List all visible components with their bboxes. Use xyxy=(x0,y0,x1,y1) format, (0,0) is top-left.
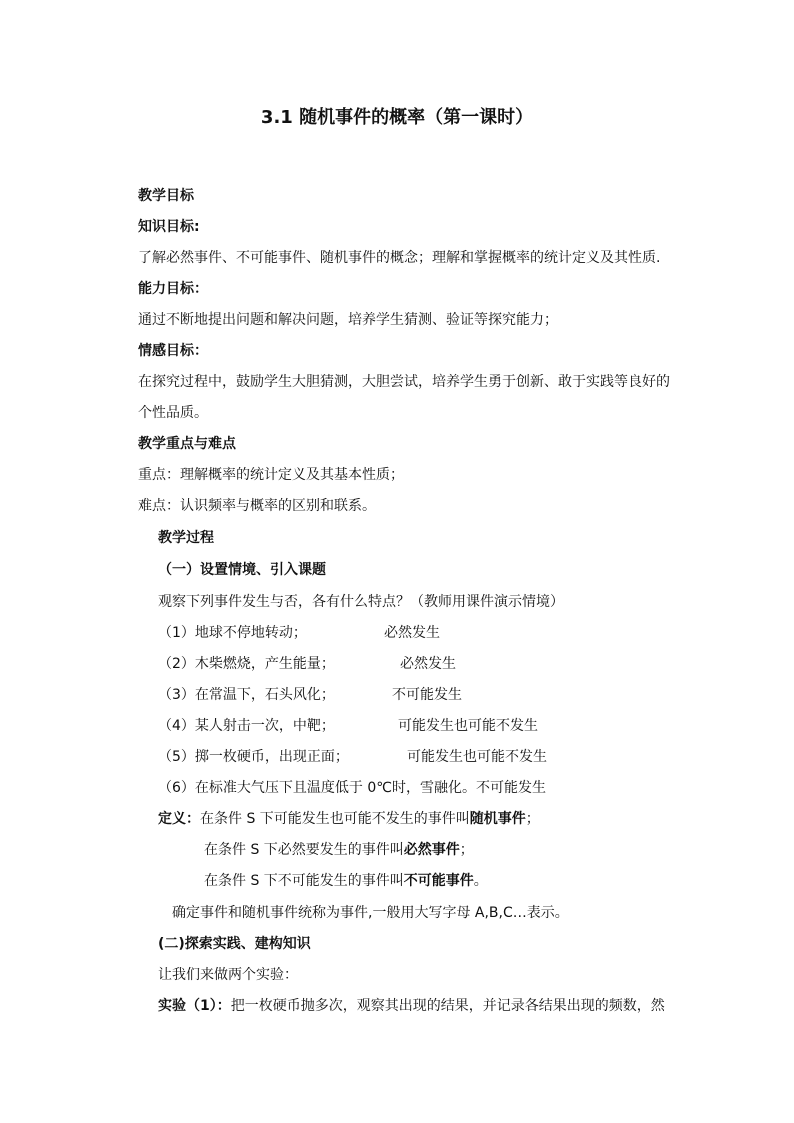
event-result: 必然发生 xyxy=(384,625,440,641)
ability-text: 通过不断地提出问题和解决问题，培养学生猜测、验证等探究能力； xyxy=(138,312,558,328)
experiment-line xyxy=(158,996,665,1016)
experiment-label: 实验（1）： xyxy=(158,998,231,1014)
page-title: 3.1 随机事件的概率（第一课时） xyxy=(260,107,534,128)
goals-heading: 教学目标 xyxy=(138,188,194,204)
knowledge-heading: 知识目标: xyxy=(138,219,200,235)
event-item xyxy=(158,685,658,705)
event-item xyxy=(158,654,658,674)
event-label: （3）在常温下，石头风化； xyxy=(158,687,335,703)
definition-line2 xyxy=(204,840,474,860)
definition-end: ； xyxy=(525,811,540,827)
key-point-text: 重点：理解概率的统计定义及其基本性质； xyxy=(138,467,404,483)
definition-term: 必然事件 xyxy=(403,842,460,858)
definition-term: 随机事件 xyxy=(469,811,526,827)
definition-end: 。 xyxy=(473,873,488,889)
event-result: 可能发生也可能不发生 xyxy=(398,718,538,734)
event-label: （6）在标准大气压下且温度低于 0℃时，雪融化。 xyxy=(158,780,476,796)
process-heading: 教学过程 xyxy=(158,530,214,546)
key-points-heading: 教学重点与难点 xyxy=(138,436,236,452)
event-result: 不可能发生 xyxy=(392,687,462,703)
event-result: 必然发生 xyxy=(400,656,456,672)
knowledge-text: 了解必然事件、不可能事件、随机事件的概念；理解和掌握概率的统计定义及其性质. xyxy=(138,250,661,266)
definition-line1 xyxy=(158,809,540,829)
definition-text: 在条件 S 下可能发生也可能不发生的事件叫 xyxy=(200,811,470,827)
definition-note: 确定事件和随机事件统称为事件,一般用大写字母 A,B,C…表示。 xyxy=(172,905,569,921)
emotion-heading: 情感目标： xyxy=(138,343,208,359)
emotion-text-line2: 个性品质。 xyxy=(138,405,208,421)
event-label: （4）某人射击一次，中靶； xyxy=(158,718,335,734)
ability-heading: 能力目标： xyxy=(138,281,208,297)
event-item xyxy=(158,716,658,736)
event-result: 可能发生也可能不发生 xyxy=(407,749,547,765)
event-label: （2）木柴燃烧，产生能量； xyxy=(158,656,335,672)
definition-end: ； xyxy=(459,842,474,858)
difficult-point-text: 难点：认识频率与概率的区别和联系。 xyxy=(138,498,376,514)
definition-text: 在条件 S 下必然要发生的事件叫 xyxy=(204,842,404,858)
section1-heading: （一）设置情境、引入课题 xyxy=(158,562,326,578)
definition-label: 定义： xyxy=(158,811,200,827)
definition-term: 不可能事件 xyxy=(403,873,474,889)
experiment-text: 把一枚硬币抛多次，观察其出现的结果，并记录各结果出现的频数，然 xyxy=(230,998,665,1014)
event-label: （1）地球不停地转动； xyxy=(158,625,307,641)
event-item xyxy=(158,747,658,767)
section1-intro: 观察下列事件发生与否，各有什么特点？（教师用课件演示情境） xyxy=(158,594,564,610)
event-result: 不可能发生 xyxy=(476,780,546,796)
event-label: （5）掷一枚硬币，出现正面； xyxy=(158,749,349,765)
event-item xyxy=(158,778,658,798)
section2-intro: 让我们来做两个实验： xyxy=(158,967,298,983)
section2-heading: (二)探索实践、建构知识 xyxy=(158,936,311,952)
definition-line3 xyxy=(204,871,488,891)
emotion-text-line1: 在探究过程中，鼓励学生大胆猜测，大胆尝试，培养学生勇于创新、敢于实践等良好的 xyxy=(138,374,670,390)
definition-text: 在条件 S 下不可能发生的事件叫 xyxy=(204,873,404,889)
event-item xyxy=(158,623,658,643)
